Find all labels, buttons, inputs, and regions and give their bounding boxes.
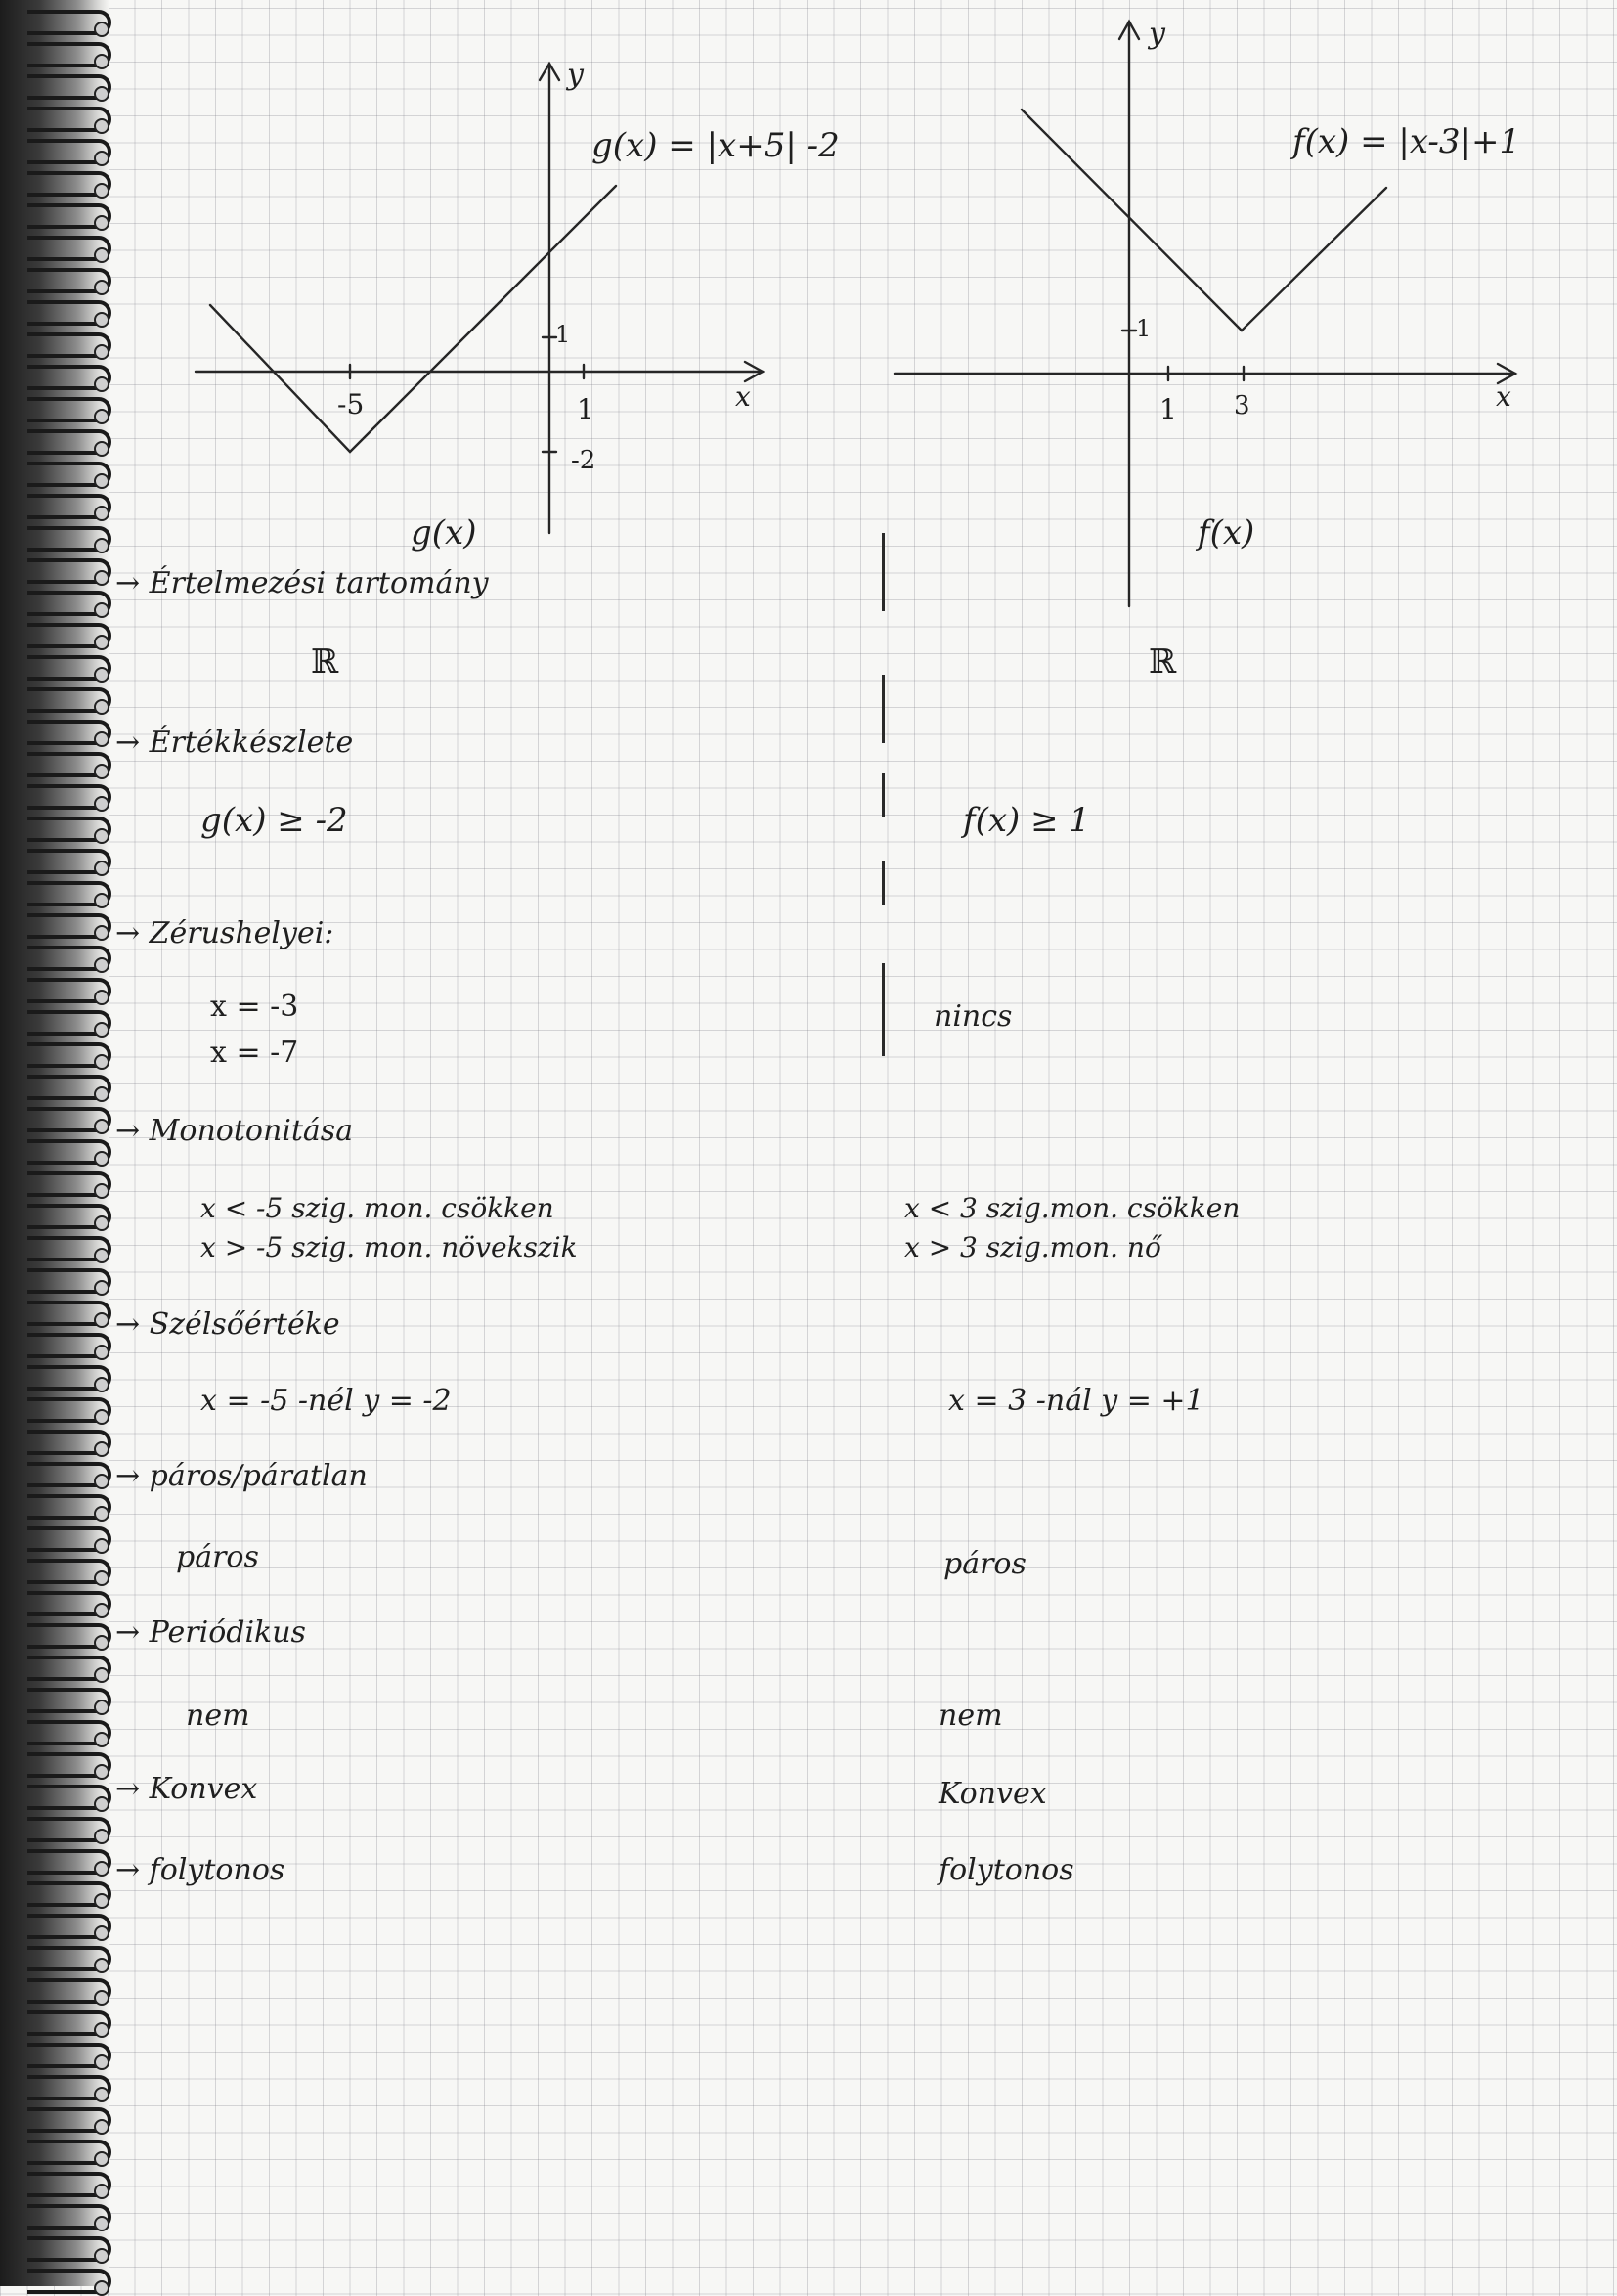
binding-hole xyxy=(94,1119,109,1134)
binding-hole xyxy=(94,1925,109,1941)
extrema-left: x = -5 -nél y = -2 xyxy=(200,1384,452,1418)
binding-hole xyxy=(94,1893,109,1909)
zeros-left-1: x = -3 xyxy=(210,990,299,1024)
f-formula: f(x) = |x-3|+1 xyxy=(1292,122,1521,161)
f-tick-label-y1: 1 xyxy=(1136,315,1152,342)
parity-left: páros xyxy=(176,1540,259,1574)
binding-hole xyxy=(94,1022,109,1038)
binding-hole xyxy=(94,1603,109,1618)
monotonicity-right-1: x < 3 szig.mon. csökken xyxy=(904,1192,1241,1224)
binding-hole xyxy=(94,1538,109,1554)
binding-hole xyxy=(94,1248,109,1263)
binding-hole xyxy=(94,2184,109,2199)
binding-hole xyxy=(94,990,109,1005)
binding-hole xyxy=(94,2151,109,2167)
binding-hole xyxy=(94,1054,109,1070)
column-divider-4 xyxy=(882,861,885,905)
binding-hole xyxy=(94,2248,109,2264)
extrema-right: x = 3 -nál y = +1 xyxy=(948,1384,1204,1418)
zeros-right: nincs xyxy=(934,999,1013,1034)
binding-hole xyxy=(94,925,109,941)
binding-hole xyxy=(94,1635,109,1651)
domain-left: ℝ xyxy=(311,642,339,682)
range-heading: → Értékkészlete xyxy=(115,726,354,760)
binding-hole xyxy=(94,1732,109,1747)
continuous-heading: → folytonos xyxy=(115,1853,285,1887)
binding-hole xyxy=(94,1474,109,1489)
binding-hole xyxy=(94,1829,109,1844)
monotonicity-heading: → Monotonitása xyxy=(115,1114,354,1148)
binding-hole xyxy=(94,1861,109,1877)
binding-hole xyxy=(94,1312,109,1328)
binding-hole xyxy=(94,731,109,747)
binding-hole xyxy=(94,1409,109,1425)
periodic-right: nem xyxy=(939,1699,1003,1733)
domain-right: ℝ xyxy=(1149,642,1177,682)
binding-hole xyxy=(94,1958,109,1973)
zeros-left-2: x = -7 xyxy=(210,1036,299,1070)
periodic-heading: → Periódikus xyxy=(115,1615,306,1650)
convex-right: Konvex xyxy=(939,1777,1047,1811)
g-tick-label-y1: 1 xyxy=(555,321,571,348)
monotonicity-left-2: x > -5 szig. mon. növekszik xyxy=(200,1231,578,1263)
binding-hole xyxy=(94,1667,109,1683)
binding-hole xyxy=(94,1764,109,1780)
f-tick-label-1: 1 xyxy=(1159,393,1177,425)
monotonicity-left-1: x < -5 szig. mon. csökken xyxy=(200,1192,554,1224)
binding-hole xyxy=(94,957,109,973)
zeros-heading: → Zérushelyei: xyxy=(115,916,334,950)
column-divider-2 xyxy=(882,675,885,743)
binding-hole xyxy=(94,893,109,908)
binding-hole xyxy=(94,1280,109,1296)
binding-hole xyxy=(94,1506,109,1522)
binding-hole xyxy=(94,828,109,844)
binding-hole xyxy=(94,861,109,876)
g-tick-label-neg5: -5 xyxy=(337,388,365,420)
binding-hole xyxy=(94,1796,109,1812)
g-tick-label-yneg2: -2 xyxy=(571,446,596,475)
binding-hole xyxy=(94,699,109,715)
binding-hole xyxy=(94,2054,109,2070)
domain-heading: → Értelmezési tartomány xyxy=(115,566,489,600)
column-divider-1 xyxy=(882,533,885,611)
parity-right: páros xyxy=(943,1547,1027,1581)
binding-hole xyxy=(94,764,109,779)
binding-hole xyxy=(94,1086,109,1102)
f-caption: f(x) xyxy=(1198,513,1255,552)
binding-hole xyxy=(94,1441,109,1457)
binding-hole xyxy=(94,1570,109,1586)
binding-hole xyxy=(94,1215,109,1231)
binding-hole xyxy=(94,2022,109,2038)
column-divider-5 xyxy=(882,963,885,1056)
g-tick-label-1: 1 xyxy=(577,393,594,425)
binding-hole xyxy=(94,2119,109,2135)
g-x-label: x xyxy=(735,380,751,413)
extrema-heading: → Szélsőértéke xyxy=(115,1307,340,1342)
convex-heading: → Konvex xyxy=(115,1772,258,1806)
g-formula: g(x) = |x+5| -2 xyxy=(591,126,840,165)
range-right: f(x) ≥ 1 xyxy=(963,801,1091,840)
range-left: g(x) ≥ -2 xyxy=(200,801,348,840)
monotonicity-right-2: x > 3 szig.mon. nő xyxy=(904,1231,1161,1263)
f-y-label: y xyxy=(1149,17,1165,51)
continuous-right: folytonos xyxy=(939,1853,1074,1887)
binding-hole xyxy=(94,1183,109,1199)
binding-hole xyxy=(94,2087,109,2102)
binding-hole xyxy=(94,1990,109,2006)
binding-hole xyxy=(94,2216,109,2231)
g-y-label: y xyxy=(567,58,584,92)
parity-heading: → páros/páratlan xyxy=(115,1459,368,1493)
binding-hole xyxy=(94,796,109,812)
binding-hole xyxy=(94,1700,109,1715)
f-tick-label-3: 3 xyxy=(1234,391,1250,420)
f-x-label: x xyxy=(1496,380,1511,413)
binding-hole xyxy=(94,1151,109,1167)
binding-hole xyxy=(94,1345,109,1360)
binding-hole xyxy=(94,2280,109,2296)
periodic-left: nem xyxy=(186,1699,250,1733)
column-divider-3 xyxy=(882,773,885,817)
g-caption: g(x) xyxy=(411,513,477,552)
binding-hole xyxy=(94,1377,109,1392)
